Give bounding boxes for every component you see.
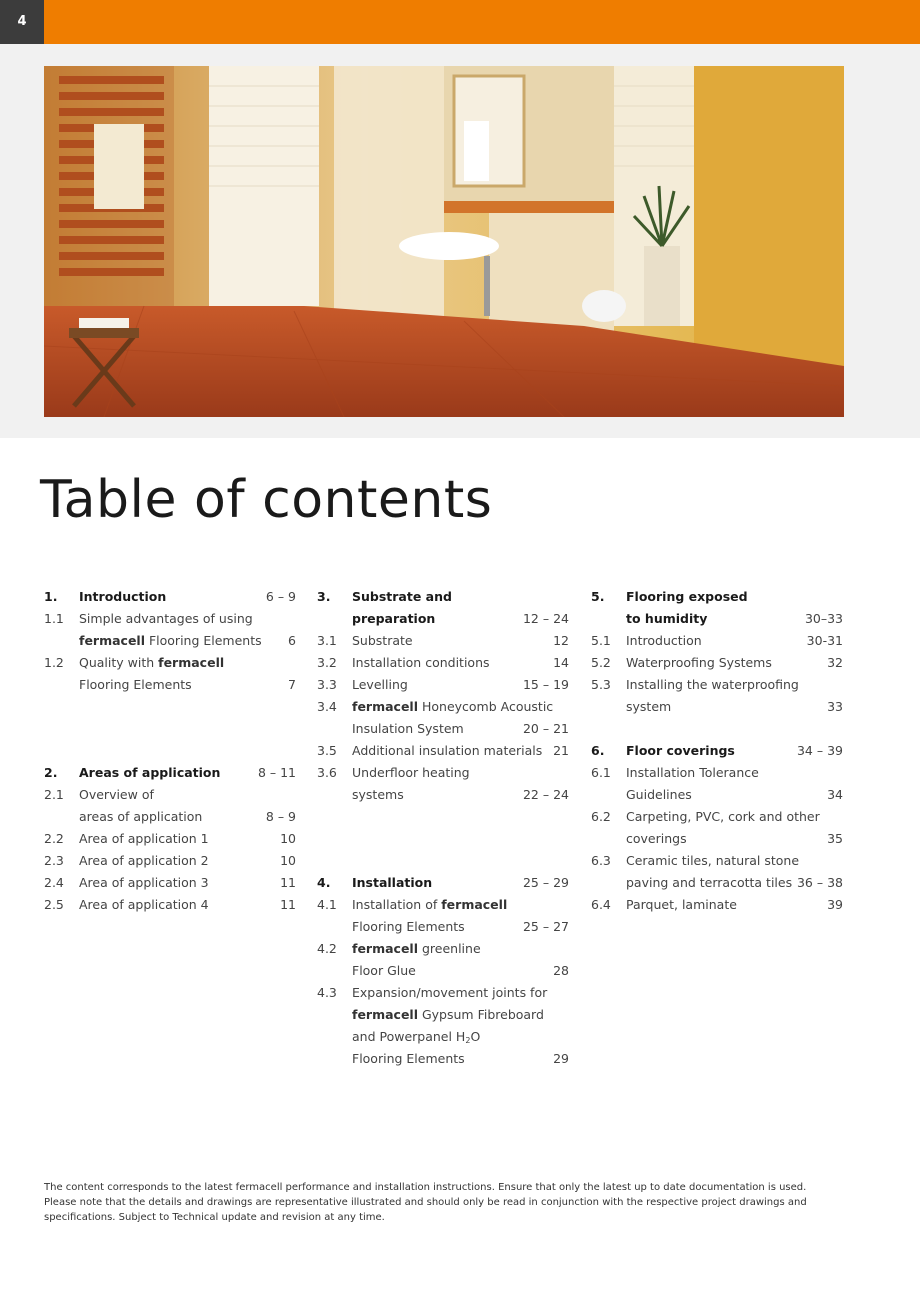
brand-name: fermacell <box>352 699 418 714</box>
bathroom-photo <box>44 66 844 417</box>
toc-column-3 <box>591 586 843 916</box>
brand-name: fermacell <box>158 655 225 670</box>
toc-entry-3-2[interactable]: 3.2 Installation conditions 14 <box>317 655 569 670</box>
toc-entry-4-3[interactable]: 4.3 Expansion/movement joints for fermacell Gypsum Fibreboard and Powerpanel $H_2O$ Flooring Elements 29 <box>317 985 569 1066</box>
toc-entry-2-2[interactable]: 2.2 Area of application 1 10 <box>44 831 296 846</box>
brand-name: fermacell <box>352 1007 418 1022</box>
toc-entry-5-3[interactable]: 5.3 Installing the waterproofing system 33 <box>591 677 843 714</box>
page-title: Table of contents <box>40 470 493 530</box>
brand-name: fermacell <box>441 897 508 912</box>
toc-entry-6-1[interactable]: 6.1 Installation Tolerance Guidelines 34 <box>591 765 843 802</box>
toc-entry-2-4[interactable]: 2.4 Area of application 3 11 <box>44 875 296 890</box>
toc-entry-3-3[interactable]: 3.3 Levelling 15 – 19 <box>317 677 569 692</box>
toc-entry-3-6[interactable]: 3.6 Underfloor heating systems 22 – 24 <box>317 765 569 802</box>
toc-entry-6-2[interactable]: 6.2 Carpeting, PVC, cork and other coverings 35 <box>591 809 843 846</box>
toc-entry-2-3[interactable]: 2.3 Area of application 2 10 <box>44 853 296 868</box>
toc-section-4[interactable]: 4. Installation 25 – 29 <box>317 875 569 890</box>
toc-entry-1-2[interactable]: 1.2 Quality with fermacell Flooring Elements 7 <box>44 655 296 692</box>
toc-entry-2-1[interactable]: 2.1 Overview of areas of application 8 – 9 <box>44 787 296 824</box>
toc-entry-4-1[interactable]: 4.1 Installation of fermacell Flooring Elements 25 – 27 <box>317 897 569 934</box>
page-number: 4 <box>0 0 44 44</box>
toc-section-5[interactable]: 5. Flooring exposed to humidity 30–33 <box>591 589 843 626</box>
toc-entry-3-5[interactable]: 3.5 Additional insulation materials 21 <box>317 743 569 758</box>
toc-entry-5-1[interactable]: 5.1 Introduction 30-31 <box>591 633 843 648</box>
toc-entry-2-5[interactable]: 2.5 Area of application 4 11 <box>44 897 296 912</box>
toc-section-6[interactable]: 6. Floor coverings 34 – 39 <box>591 743 843 758</box>
toc-entry-4-2[interactable]: 4.2 fermacell greenline Floor Glue 28 <box>317 941 569 978</box>
toc-section-3[interactable]: 3. Substrate and preparation 12 – 24 <box>317 589 569 626</box>
toc-section-2[interactable]: 2. Areas of application 8 – 11 <box>44 765 296 780</box>
toc-entry-6-4[interactable]: 6.4 Parquet, laminate 39 <box>591 897 843 912</box>
toc-section-1[interactable]: 1. Introduction 6 – 9 <box>44 589 296 604</box>
toc-entry-6-3[interactable]: 6.3 Ceramic tiles, natural stone paving and terracotta tiles 36 – 38 <box>591 853 843 890</box>
header-bar <box>0 0 920 44</box>
toc-column-2 <box>317 586 569 1070</box>
footer-disclaimer: The content corresponds to the latest fermacell performance and installation instructions. Ensure that only the latest up to date documentation is used. Please note that the details and drawings are representative illustrated and should only be read in conjunction with the respective project drawings and specifications. Subject to Technical update and revision at any time. <box>44 1182 807 1223</box>
toc-column-1 <box>44 586 296 916</box>
toc-entry-3-1[interactable]: 3.1 Substrate 12 <box>317 633 569 648</box>
toc-entry-3-4[interactable]: 3.4 fermacell Honeycomb Acoustic Insulation System 20 – 21 <box>317 699 569 736</box>
toc-entry-1-1[interactable]: 1.1 Simple advantages of using fermacell Flooring Elements 6 <box>44 611 296 648</box>
brand-name: fermacell <box>79 633 145 648</box>
toc-entry-5-2[interactable]: 5.2 Waterproofing Systems 32 <box>591 655 843 670</box>
brand-name: fermacell <box>352 941 418 956</box>
